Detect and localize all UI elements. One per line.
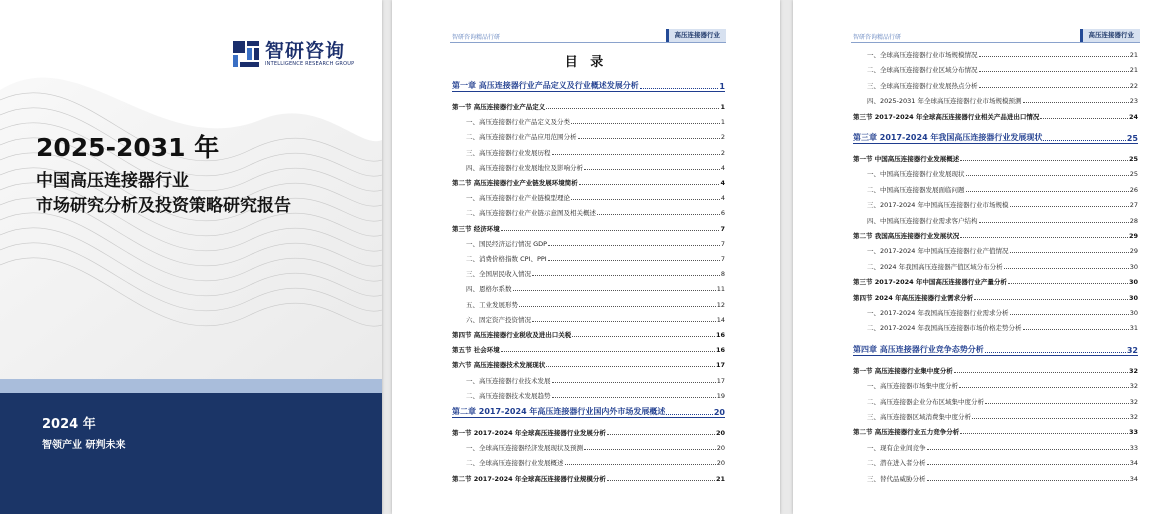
toc-dot-leader — [979, 222, 1129, 223]
toc-page-number: 25 — [1126, 134, 1138, 143]
toc-item-link[interactable] — [853, 246, 1138, 255]
toc-dot-leader — [974, 299, 1128, 300]
toc-section-link[interactable] — [452, 330, 725, 339]
toc-entry-text: 二、高压连接器行业产业链示意图及相关概述 — [466, 209, 596, 218]
toc-page-number: 26 — [1129, 185, 1138, 194]
toc-dot-leader — [1023, 329, 1129, 330]
toc-dot-leader — [572, 336, 715, 337]
toc-item-link[interactable] — [853, 381, 1138, 390]
toc-chapter-link[interactable] — [853, 132, 1138, 144]
toc-dot-leader — [501, 230, 720, 231]
toc-item-link[interactable] — [452, 193, 725, 202]
toc-entry-text: 三、高压连接器区域消费集中度分析 — [867, 413, 971, 421]
toc-section-link[interactable] — [853, 112, 1138, 121]
toc-entry-text: 一、高压连接器市场集中度分析 — [867, 382, 958, 391]
toc-entry-text: 第一节 2017-2024 年全球高压连接器行业发展分析 — [452, 429, 606, 437]
toc-entry-text: 第一节 高压连接器行业产品定义 — [452, 103, 546, 111]
toc-page-2 — [793, 0, 1176, 514]
toc-section-link[interactable] — [452, 360, 725, 369]
cover-footer — [0, 393, 382, 514]
toc-entry-text: 二、全球高压连接器行业发展概述 — [466, 459, 564, 468]
toc-entry-text: 二、2017-2024 年我国高压连接器市场价格走势分析 — [867, 324, 1022, 333]
toc-item-link[interactable] — [853, 200, 1138, 209]
toc-chapter-link[interactable] — [452, 406, 725, 418]
header-divider — [851, 42, 1140, 43]
toc-dot-leader — [927, 480, 1129, 481]
toc-entry-text: 六、固定资产投资情况 — [466, 315, 531, 324]
toc-item-link[interactable] — [853, 169, 1138, 178]
toc-dot-leader — [1008, 283, 1128, 284]
toc-entry-text: 一、全球高压连接器行业市场规模情况 — [867, 51, 978, 59]
toc-item-link[interactable] — [452, 391, 725, 400]
toc-entry-text: 第三节 2017-2024 年全球高压连接器行业相关产品进出口情况 — [853, 112, 1040, 121]
toc-entry-text: 二、高压连接器企业分布区域集中度分析 — [867, 397, 984, 406]
toc-page-number: 30 — [1128, 278, 1138, 287]
toc-entry-text: 第二节 2017-2024 年全球高压连接器行业规模分析 — [452, 474, 606, 483]
toc-entry-text: 四、高压连接器行业发展地位及影响分析 — [466, 163, 583, 172]
toc-page-number: 32 — [1128, 366, 1138, 375]
toc-section-link[interactable] — [452, 345, 725, 354]
toc-section-link[interactable] — [853, 154, 1138, 163]
toc-entry-text: 二、高压连接器行业产品应用范围分析 — [466, 133, 577, 142]
toc-section-link[interactable] — [853, 366, 1138, 375]
toc-page-number: 8 — [720, 270, 725, 279]
toc-page-number: 29 — [1129, 247, 1138, 256]
toc-page-number: 16 — [715, 331, 725, 339]
toc-section-link[interactable] — [452, 428, 725, 437]
toc-page-number: 1 — [720, 103, 725, 111]
toc-page-number: 20 — [715, 429, 725, 437]
toc-chapter-link[interactable] — [452, 80, 725, 92]
toc-entry-text: 一、高压连接器行业产品定义及分类 — [466, 118, 570, 127]
toc-entry-text: 第四章 高压连接器行业竞争态势分析 — [853, 344, 984, 354]
toc-dot-leader — [954, 372, 1128, 373]
toc-dot-leader — [571, 199, 720, 200]
toc-entry-text: 第二节 高压连接器行业产业链发展环境简析 — [452, 179, 578, 187]
toc-page-number: 20 — [716, 459, 725, 468]
toc-item-link[interactable] — [853, 185, 1138, 194]
toc-page-number: 32 — [1126, 345, 1138, 355]
toc-entry-text: 一、高压连接器行业产业链模型理论 — [466, 194, 570, 203]
toc-page-number: 1 — [720, 118, 725, 127]
toc-entry-text: 三、2017-2024 年中国高压连接器行业市场规模 — [867, 201, 1009, 210]
toc-dot-leader — [959, 387, 1129, 388]
toc-dot-leader — [532, 275, 720, 276]
toc-section-link[interactable] — [853, 277, 1138, 286]
toc-page-number: 27 — [1129, 201, 1138, 210]
toc-entry-text: 一、现有企业间竞争 — [867, 443, 926, 452]
toc-section-link[interactable] — [853, 427, 1138, 436]
toc-page-number: 21 — [715, 474, 725, 483]
toc-dot-leader — [519, 306, 716, 307]
page-header-left: 智研咨询精品行研 — [452, 34, 501, 41]
toc-item-link[interactable] — [452, 254, 725, 263]
toc-item-link[interactable] — [452, 132, 725, 141]
toc-section-link[interactable] — [853, 231, 1138, 240]
toc-entry-text: 二、中国高压连接器发展面临问题 — [867, 185, 965, 194]
toc-entry-text: 三、全球高压连接器行业发展热点分析 — [867, 81, 978, 90]
toc-entry-text: 二、全球高压连接器行业区域分布情况 — [867, 66, 978, 75]
toc-item-link[interactable] — [452, 376, 725, 385]
toc-dot-leader — [960, 160, 1128, 161]
toc-item-link[interactable] — [853, 81, 1138, 90]
toc-dot-leader — [960, 237, 1128, 238]
toc-dot-leader — [979, 71, 1129, 72]
cover-title-line2: 市场研究分析及投资策略研究报告 — [36, 196, 291, 216]
toc-dot-leader — [597, 214, 720, 215]
toc-page-number: 31 — [1129, 324, 1138, 333]
toc-item-link[interactable] — [452, 208, 725, 217]
toc-dot-leader — [1010, 252, 1129, 253]
toc-dot-leader — [552, 382, 716, 383]
toc-page-number: 7 — [720, 239, 725, 248]
toc-item-link[interactable] — [853, 262, 1138, 271]
toc-entry-text: 二、消费价格指数 CPI、PPI — [466, 255, 547, 263]
toc-entry-text: 第三章 2017-2024 年我国高压连接器行业发展现状 — [853, 133, 1043, 142]
toc-entry-text: 二、高压连接器技术发展趋势 — [466, 391, 551, 400]
toc-dot-leader — [960, 433, 1128, 434]
toc-title: 目 录 — [564, 55, 608, 70]
toc-page-number: 11 — [716, 285, 725, 294]
toc-entry-text: 第一节 高压连接器行业集中度分析 — [853, 366, 953, 375]
page-header-right: 高压连接器行业 — [666, 29, 727, 42]
toc-dot-leader — [584, 169, 720, 170]
toc-page-number: 12 — [716, 300, 725, 309]
toc-page-number: 21 — [1129, 66, 1138, 75]
toc-item-link[interactable] — [853, 397, 1138, 406]
toc-entry-text: 一、高压连接器行业技术发展 — [466, 376, 551, 385]
toc-dot-leader — [966, 175, 1129, 176]
toc-entry-text: 第一节 中国高压连接器行业发展概述 — [853, 155, 960, 163]
toc-entry-text: 二、2024 年我国高压连接器产值区域分布分析 — [867, 262, 1003, 271]
toc-page-number: 19 — [716, 391, 725, 400]
cover-slogan: 智领产业 研判未来 — [42, 440, 126, 451]
toc-page-number: 2 — [720, 133, 725, 142]
toc-page-number: 32 — [1129, 413, 1138, 421]
toc-dot-leader — [927, 449, 1129, 450]
toc-dot-leader — [548, 245, 720, 246]
toc-page-number: 7 — [720, 224, 725, 233]
toc-item-link[interactable] — [452, 163, 725, 172]
toc-item-link[interactable] — [452, 458, 725, 467]
toc-chapter-link[interactable] — [853, 344, 1138, 356]
toc-item-link[interactable] — [452, 315, 725, 324]
toc-dot-leader — [1004, 268, 1129, 269]
toc-page-number: 29 — [1128, 232, 1138, 240]
toc-page-number: 25 — [1128, 155, 1138, 163]
toc-dot-leader — [565, 464, 716, 465]
toc-page-number: 22 — [1129, 81, 1138, 90]
toc-page-number: 23 — [1129, 97, 1138, 106]
toc-page-number: 17 — [715, 361, 725, 370]
toc-entry-text: 一、全球高压连接器经济发展现状及预测 — [466, 444, 583, 453]
toc-page-number: 33 — [1129, 443, 1138, 452]
toc-page-number: 6 — [720, 209, 725, 218]
toc-dot-leader — [985, 352, 1126, 353]
toc-entry-text: 一、2017-2024 年我国高压连接器行业需求分析 — [867, 309, 1009, 317]
toc-dot-leader — [972, 418, 1129, 419]
page-header-left: 智研咨询精品行研 — [853, 34, 902, 41]
toc-dot-leader — [513, 290, 716, 291]
toc-dot-leader — [501, 351, 715, 352]
toc-page-number: 34 — [1129, 459, 1138, 468]
logo-mark-icon — [232, 40, 260, 68]
toc-dot-leader — [1040, 118, 1128, 119]
toc-entry-text: 第三节 2017-2024 年中国高压连接器行业产量分析 — [853, 278, 1007, 287]
toc-entry-text: 第四节 高压连接器行业税收及进出口关税 — [452, 331, 572, 339]
toc-entry-text: 五、工业发展形势 — [466, 300, 518, 309]
toc-item-link[interactable] — [853, 458, 1138, 467]
toc-page-number: 20 — [713, 408, 725, 417]
toc-entry-text: 第一章 高压连接器行业产品定义及行业概述发展分析 — [452, 81, 639, 90]
toc-dot-leader — [552, 397, 716, 398]
toc-dot-leader — [1010, 314, 1129, 315]
toc-dot-leader — [584, 449, 716, 450]
toc-page-number: 30 — [1129, 262, 1138, 271]
toc-item-link[interactable] — [452, 269, 725, 278]
toc-dot-leader — [927, 464, 1129, 465]
toc-dot-leader — [548, 260, 720, 261]
toc-page-number: 20 — [716, 444, 725, 453]
toc-entry-text: 第二章 2017-2024 年高压连接器行业国内外市场发展概述 — [452, 407, 666, 416]
toc-page-number: 28 — [1129, 216, 1138, 225]
toc-page-number: 16 — [715, 346, 725, 355]
toc-entry-text: 三、高压连接器行业发展历程 — [466, 148, 551, 157]
toc-page-number: 17 — [716, 376, 725, 385]
toc-dot-leader — [579, 184, 720, 185]
toc-entry-text: 一、国民经济运行情况 GDP — [466, 239, 548, 248]
toc-page-number: 2 — [720, 148, 725, 157]
logo-chinese-name: 智研咨询 — [265, 39, 346, 62]
page-header-right: 高压连接器行业 — [1080, 29, 1141, 42]
toc-dot-leader — [979, 56, 1129, 57]
toc-item-link[interactable] — [853, 96, 1138, 105]
toc-entry-text: 第二节 我国高压连接器行业发展状况 — [853, 232, 960, 240]
toc-page-number: 30 — [1129, 309, 1138, 317]
toc-page-number: 24 — [1128, 112, 1138, 121]
toc-section-link[interactable] — [452, 178, 725, 187]
cover-year-range: 2025-2031 年 — [36, 133, 220, 162]
toc-entry-text: 一、2017-2024 年中国高压连接器行业产值情况 — [867, 247, 1009, 256]
company-logo — [232, 40, 354, 68]
toc-page-number: 7 — [720, 255, 725, 263]
toc-dot-leader — [1043, 140, 1125, 141]
toc-item-link[interactable] — [853, 216, 1138, 225]
toc-dot-leader — [552, 154, 720, 155]
toc-item-link[interactable] — [452, 117, 725, 126]
toc-dot-leader — [979, 87, 1129, 88]
toc-entry-text: 三、替代品威胁分析 — [867, 474, 926, 483]
toc-entry-text: 二、潜在进入者分析 — [867, 459, 926, 468]
toc-entry-text: 四、恩格尔系数 — [466, 285, 512, 294]
toc-entry-text: 四、中国高压连接器行业需求客户结构 — [867, 216, 978, 225]
toc-page-number: 4 — [720, 179, 725, 187]
cover-accent-band — [0, 379, 382, 393]
toc-page-number: 4 — [720, 194, 725, 203]
toc-section-link[interactable] — [452, 102, 725, 111]
toc-entry-text: 一、中国高压连接器行业发展现状 — [867, 170, 965, 179]
toc-item-link[interactable] — [452, 443, 725, 452]
toc-page-number: 1 — [719, 82, 725, 91]
toc-section-link[interactable] — [452, 224, 725, 233]
toc-dot-leader — [546, 366, 715, 367]
toc-item-link[interactable] — [452, 239, 725, 248]
toc-entry-text: 三、全国居民收入情况 — [466, 270, 531, 279]
toc-dot-leader — [985, 403, 1129, 404]
toc-dot-leader — [666, 414, 712, 415]
toc-page-number: 34 — [1129, 474, 1138, 483]
header-divider — [450, 42, 726, 43]
toc-page-number: 32 — [1129, 397, 1138, 406]
toc-dot-leader — [1010, 206, 1129, 207]
toc-item-link[interactable] — [853, 412, 1138, 421]
toc-page-number: 21 — [1129, 51, 1138, 59]
toc-dot-leader — [607, 434, 715, 435]
toc-dot-leader — [640, 88, 719, 89]
toc-dot-leader — [1023, 102, 1129, 103]
toc-entry-text: 第二节 高压连接器行业五力竞争分析 — [853, 428, 960, 437]
toc-page-number: 14 — [716, 315, 725, 324]
toc-dot-leader — [546, 108, 719, 109]
cover-title-line1: 中国高压连接器行业 — [36, 171, 189, 191]
toc-page-number: 25 — [1129, 170, 1138, 179]
toc-page-number: 4 — [720, 163, 725, 172]
toc-entry-text: 第三节 经济环境 — [452, 224, 500, 233]
toc-item-link[interactable] — [853, 474, 1138, 483]
toc-item-link[interactable] — [853, 323, 1138, 332]
cover-date: 2024 年 — [42, 417, 96, 432]
toc-entry-text: 第五节 社会环境 — [452, 346, 500, 355]
toc-page-number: 32 — [1129, 382, 1138, 391]
cover-page — [0, 0, 382, 514]
toc-item-link[interactable] — [853, 65, 1138, 74]
toc-page-number: 30 — [1128, 293, 1138, 302]
toc-dot-leader — [578, 138, 720, 139]
toc-page-number: 33 — [1128, 428, 1138, 437]
toc-dot-leader — [571, 123, 720, 124]
logo-english-name: INTELLIGENCE RESEARCH GROUP — [265, 60, 355, 67]
toc-item-link[interactable] — [452, 284, 725, 293]
toc-entry-text: 四、2025-2031 年全球高压连接器行业市场规模预测 — [867, 97, 1022, 106]
toc-entry-text: 第四节 2024 年高压连接器行业需求分析 — [853, 293, 974, 302]
toc-item-link[interactable] — [853, 443, 1138, 452]
toc-entry-text: 第六节 高压连接器技术发展现状 — [452, 361, 546, 370]
toc-dot-leader — [532, 321, 716, 322]
toc-section-link[interactable] — [452, 474, 725, 483]
toc-item-link[interactable] — [452, 148, 725, 157]
toc-section-link[interactable] — [853, 293, 1138, 302]
toc-item-link[interactable] — [853, 50, 1138, 59]
toc-dot-leader — [607, 480, 715, 481]
toc-item-link[interactable] — [853, 308, 1138, 317]
toc-dot-leader — [966, 191, 1129, 192]
toc-item-link[interactable] — [452, 300, 725, 309]
toc-page-1 — [392, 0, 780, 514]
